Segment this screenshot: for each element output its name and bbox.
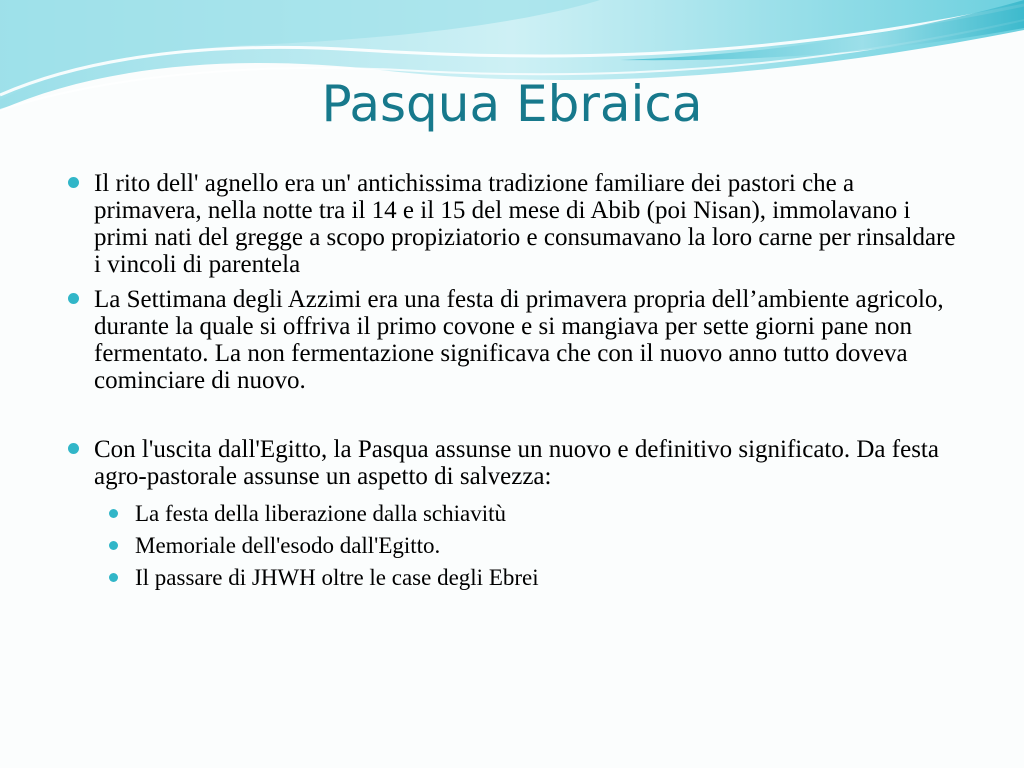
sub-list-item <box>107 498 966 530</box>
bullet-list <box>66 170 966 594</box>
bullet-dot-icon <box>109 509 118 518</box>
list-item-text: Il rito dell' agnello era un' antichissima tradizione familiare dei pastori che a primavera, nella notte tra il 14 e il 15 del mese di Abib (poi Nisan), immolavano i primi nati del gregge a scopo propiziatorio e consumavano la loro carne per rinsaldare i vincoli di parentela <box>94 170 956 278</box>
sub-list-item-text: Il passare di JHWH oltre le case degli Ebrei <box>135 565 539 590</box>
bullet-dot-icon <box>109 573 118 582</box>
list-item-text: Con l'uscita dall'Egitto, la Pasqua assunse un nuovo e definitivo significato. Da festa agro-pastorale assunse un aspetto di salvezza: <box>94 436 939 490</box>
bullet-dot-icon <box>109 541 118 550</box>
bullet-dot-icon <box>68 443 79 454</box>
bullet-dot-icon <box>68 177 79 188</box>
sub-list-item-text: Memoriale dell'esodo dall'Egitto. <box>135 533 441 558</box>
list-item-text: La Settimana degli Azzimi era una festa di primavera propria dell’ambiente agricolo, durante la quale si offriva il primo covone e si mangiava per sette giorni pane non fermentato. La non fermentazione significava che con il nuovo anno tutto doveva cominciare di nuovo. <box>94 286 944 394</box>
list-item <box>66 170 966 278</box>
sub-list-item <box>107 530 966 562</box>
sub-list-item <box>107 562 966 594</box>
slide-title: Pasqua Ebraica <box>321 75 703 133</box>
list-item <box>66 436 966 490</box>
list-item <box>66 286 966 394</box>
sub-bullet-list <box>66 498 966 594</box>
bullet-dot-icon <box>68 293 79 304</box>
sub-list-item-text: La festa della liberazione dalla schiavitù <box>135 501 507 526</box>
